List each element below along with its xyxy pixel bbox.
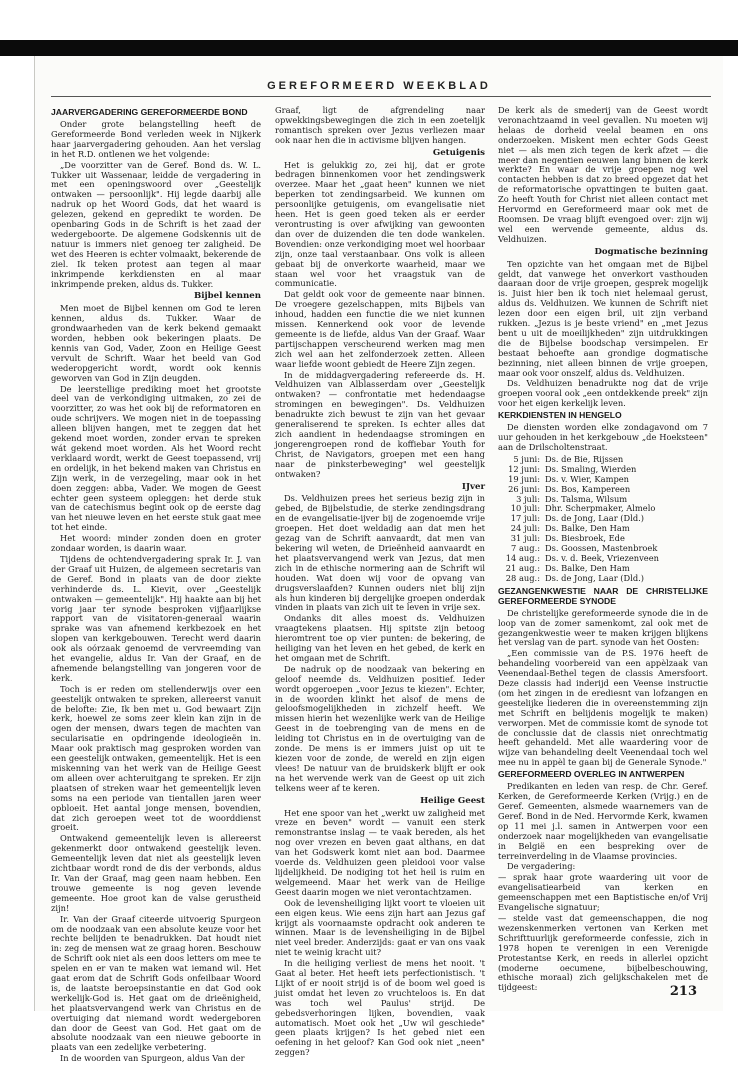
schedule-preacher: Ds. Balke, Den Ham	[545, 562, 630, 573]
paragraph: Men moet de Bijbel kennen om God te leren kennen, aldus ds. Tukker. Waar de grondwaarheden van de kerk bekend gemaakt worden, hebben ook bekeringen plaats. De kennis van God, Vader, Zoon en Heilige Geest vervult de Schrift. Waar het beeld van God wederopgericht wordt, wordt ook kennis geworven van God in Zijn deugden.	[51, 303, 261, 383]
schedule-date: 19 juni:	[508, 473, 540, 484]
paragraph: Ds. Veldhuizen benadrukte nog dat de vrije groepen vooral ook „een ontdekkende preek" zijn voor het eigen kerkelijk leven.	[498, 378, 708, 409]
schedule-date: 5 juni:	[513, 453, 540, 464]
header-rule	[51, 96, 711, 97]
schedule-preacher: Ds. Bos, Kampereen	[545, 483, 631, 494]
schedule-preacher: Ds. v. d. Beek, Vriezenveen	[545, 552, 659, 563]
schedule-date: 7 aug.:	[511, 543, 540, 554]
page-number: 213	[669, 984, 697, 999]
article-heading-kerkdiensten: KERKDIENSTEN IN HENGELO	[498, 410, 622, 421]
schedule-date: 10 juli:	[510, 503, 540, 514]
subheading-bijbel-kennen: Bijbel kennen	[193, 291, 261, 302]
subheading-ijver: IJver	[461, 481, 485, 492]
schedule-date: 14 aug.:	[505, 552, 540, 563]
paragraph: „De voorzitter van de Geref. Bond ds. W. L. Tukker uit Wassenaar, leidde de vergadering in met een openingswoord over „Geestelijk ontwaken — persoonlijk". Hij legde daarbij alle nadruk op het Woord Gods, dat het waard is gelezen, gekend en gepredikt te worden. De openbaring Gods in de Schrift is het zaad der wedergeboorte. De algemene Godskennis uit de natuur is immers niet genoeg ter zaligheid. De wet des Heeren is echter volmaakt, bekerende de ziel. Ik teken protest aan tegen al maar inkrimpende kerkdiensten en al maar inkrimpende preken, aldus ds. Tukker.	[51, 159, 261, 289]
article-heading-jaarvergadering: JAARVERGADERING GEREFORMEERDE BOND	[51, 107, 248, 117]
paragraph: De leerstellige prediking moet het grootste deel van de verkondiging uitmaken, zo zei de voorzitter, zo was het ook bij de reformatoren en oude schrijvers. We mogen niet in de toepassing alleen blijven hangen, met te zeggen dat het gekend moet worden, zonder ervan te spreken wát gekend moet worden. Als het Woord recht verklaard wordt, werkt de Geest toepassend, vrij en ordelijk, in het bekend maken van Christus en Zijn werk, in de verzegeling, maar ook in het doen zeggen: abba, Vader. We mogen de Geest echter geen systeem opleggen: het derde stuk van de catechismus begint ook op de eerste dag van het nieuwe leven en het eerste stuk gaat mee tot het einde.	[51, 383, 261, 533]
schedule-preacher: Dhr. Scherpmaker, Almelo	[545, 503, 656, 514]
paragraph: — sprak haar grote waardering uit voor de evangelisatiearbeid van kerken en gemeenschappen met een Baptistische en/of Vrij Evangelische signatuur;	[498, 872, 708, 913]
schedule-preacher: Ds. Smaling, Wierden	[545, 463, 637, 474]
paragraph: De vergadering:	[507, 861, 576, 872]
paragraph: De nadruk op de noodzaak van bekering en geloof neemde ds. Veldhuizen positief. Ieder wordt opgeroepen „voor Jezus te kiezen". Echter, in de woorden klinkt het alsof de mens de geloofsmogelijkheden in zichzelf heeft. We missen hierin het wezenlijke werk van de Heilige Geest in de toebrenging van de mens en de leiding tot Christus en in de overtuiging van de zonde. De mens is er immers juist op uit te kiezen voor de zonde, de wereld en zijn eigen vlees! De natuur van de bruidskerk blijft er ook na het wervende werk van de Geest op uit zich telkens weer af te keren.	[275, 663, 485, 793]
paragraph: Het is gelukkig zo, zei hij, dat er grote bedragen binnenkomen voor het zendingswerk overzee. Maar het „gaat heen" kunnen we niet beperken tot zendingsarbeid. We kunnen om persoonlijke getuigenis, om evangelisatie niet heen. Het is geen goed teken als er eerder verontrusting is over afwijking van gewoonten dan over de duizenden die ten dode wankelen. Bovendien: onze verkondiging moet wel hoorbaar zijn, onze taal verstaanbaar. Ons volk is alleen gebaat bij de onverkorte waarheid, maar we staan wel voor het vraagstuk van de communicatie.	[275, 159, 485, 289]
column-2	[275, 106, 485, 1059]
scan-top-border	[0, 40, 738, 56]
paragraph: Dat geldt ook voor de gemeente naar binnen. De vroegere gezelschappen, mits Bijbels van inhoud, hadden een functie die we niet kunnen missen. Kennerkend ook voor de levende gemeente is de liefde, aldus Van der Graaf. Waar partijschappen verscheurend werken mag men zich wel aan het zelfonderzoek zetten. Alleen waar liefde woont gebiedt de Heere Zijn zegen.	[275, 289, 485, 369]
service-schedule	[498, 455, 708, 584]
paragraph: In de middagvergadering refereerde ds. H. Veldhuizen van Alblasserdam over „Geestelijk ontwaken? — confrontatie met hedendaagse stromingen en bewegingen". Ds. Veldhuizen benadrukte zich bewust te zijn van het gevaar generaliserend te spreken. Is echter alles dat zich aandient in hedendaagse stromingen en jongerengroepen rond de koffiebar Youth for Christ, de Navigators, groepen met een hang naar de pinksterbeweging" wel geestelijk ontwaken?	[275, 369, 485, 479]
subheading-getuigenis: Getuigenis	[432, 147, 485, 158]
paragraph: Tijdens de ochtendvergadering sprak Ir. J. van der Graaf uit Huizen, de algemeen secretaris van de Geref. Bond in plaats van de door ziekte verhinderde ds. L. Kievit, over „Geestelijk ontwaken — gemeentelijk". Hij haakte aan bij het vorig jaar ter synode besproken vijfjaarlijkse rapport van de visitatoren-generaal waarin sprake was van afnemend kerkbezoek en het slopen van kerkgebouwen. Terecht werd daarin ook als oórzaak genoemd de vervreemding van het evangelie, aldus Ir. Van der Graaf, en de afnemende belangstelling van jongeren voor de kerk.	[51, 553, 261, 683]
schedule-preacher: Ds. de Bie, Rijssen	[545, 453, 624, 464]
paragraph: Toch is er reden om stellenderwijs over een geestelijk ontwaken te spreken, allereerst vanuit de belofte: Zie, Ik ben met u. God bewaart Zijn kerk, hoewel ze soms zeer klein kan zijn in de ogen der mensen, dwars tegen de machten van secularisatie en opdringende ideologieën in. Maar ook praktisch mag gesproken worden van een geestelijk ontwaken, gemeentelijk. Het is een miskenning van het werk van de Heilige Geest om alleen over achteruitgang te spreken. Er zijn plaatsen of streken waar het gemeentelijk leven soms na een periode van tientallen jaren weer opbloeit. Het aantal jonge mensen, bovendien, dat zich geroepen weet tot de woorddienst groeit.	[51, 683, 261, 833]
article-heading-gezangenkwestie: GEZANGENKWESTIE NAAR DE CHRISTELIJKE GEREFORMEERDE SYNODE	[498, 585, 708, 606]
paragraph: In de woorden van Spurgeon, aldus Van der	[60, 1053, 245, 1064]
schedule-date: 17 juli:	[510, 513, 540, 524]
schedule-date: 31 juli:	[510, 533, 540, 544]
subheading-heilige-geest: Heilige Geest	[420, 795, 485, 806]
paragraph: Ondanks dit alles moest ds. Veldhuizen vraagtekens plaatsen. Hij spitste zijn betoog hieromtrent toe op vier punten: de bekering, de heiliging van het leven en het gebed, de kerk en het omgaan met de Schrift.	[275, 613, 485, 663]
paragraph: Ds. Veldhuizen prees het serieus bezig zijn in gebed, de Bijbelstudie, de sterke zendingsdrang en de evangelisatie-ijver bij de zogenoemde vrije groepen. Het doet weldadig aan dat men het gezag van de Schrift aanvaardt, dat men van bekering wil weten, de Drieënheid aanvaardt en het plaatsvervangend werk van Jezus, dat men zich in de ethische normering aan de Schrift wil houden. Wat doen wij voor de opvang van drugsverslaafden? Kunnen ouders niet blij zijn als hun kinderen bij dergelijke groepen onderdak vinden in plaats van zich uit te leven in vrije sex.	[275, 493, 485, 613]
schedule-date: 26 juni:	[508, 483, 540, 494]
column-1	[51, 106, 261, 1065]
article-heading-antwerpen: GEREFORMEERD OVERLEG IN ANTWERPEN	[498, 769, 685, 780]
paragraph: Ten opzichte van het omgaan met de Bijbel geldt, dat vanwege het onverkort vasthouden daaraan door de vrije groepen, gesprek mogelijk is. Juist hier ben ik toch niet helemaal gerust, aldus ds. Veldhuizen. We kunnen de Schrift niet lezen door een eigen bril, uit zijn verband rukken. „Jezus is je beste vriend" en „met Jezus bent u uit de moeilijkheden" zijn uitdrukkingen die de Bijbelse boodschap versimpelen. Er bestaat behoefte aan grondige dogmatische bezinning, niet alleen binnen de vrije groepen, maar ook voor onszelf, aldus ds. Veldhuizen.	[498, 258, 708, 378]
paragraph: Ook de levensheiliging lijkt voort te vloeien uit een eigen keus. Wie eens zijn hart aan Jezus gaf krijgt als voornaamste opdracht ook anderen te winnen. Maar is de levensheiliging in de Bijbel niet veel breder. Anderzijds: gaat er van ons vaak niet te weinig kracht uit?	[275, 897, 485, 958]
schedule-preacher: Ds. Goossen, Mastenbroek	[545, 543, 658, 554]
schedule-date: 3 juli:	[516, 493, 540, 504]
schedule-preacher: Ds. Balke, Den Ham	[545, 523, 630, 534]
running-header: GEREFORMEERD WEEKBLAD	[267, 80, 491, 92]
paragraph: Graaf, ligt de afgrendeling naar opwekkingsbewegingen die zich in een zoetelijk romantisch spreken over Jezus verliezen maar ook naar hen die in activisme blijven hangen.	[275, 105, 485, 145]
paragraph: De diensten worden elke zondagavond om 7 uur gehouden in het kerkgebouw „de Hoeksteen" aan de Drilscholtenstraat.	[498, 422, 708, 452]
paragraph: — stelde vast dat gemeenschappen, die nog wezenskenmerken vertonen van Kerken met Schrifttuurlijk gereformeerde confessie, zich in 1978 hopen te verenigen in een Verenigde Protestantse Kerk, en reeds in allerlei opzicht (moderne oecumene, bijbelbeschouwing, ethische moraal) zich gelijkschakelen met de tijdgeest:	[498, 912, 708, 993]
paragraph: In die heiliging verliest de mens het nooit. 't Gaat al beter. Het heeft iets perfectionistisch. 't Lijkt of er nooit strijd is of de boom wel goed is juist omdat het leven zo vruchteloos is. En dat was toch wel Paulus' strijd. De gebedsverhoringen lijken, bovendien, vaak automatisch. Moet ook het „Uw wil geschiede" geen plaats krijgen? Is het gebed niet een oefening in het geloof? Kan God ook niet „neen" zeggen?	[275, 958, 485, 1058]
paragraph: Het woord: minder zonden doen en groter zondaar worden, is daarin waar.	[51, 533, 261, 554]
schedule-preacher: Ds. de Jong, Laar (Dld.)	[545, 513, 645, 524]
paragraph: Het ene spoor van het „werkt uw zaligheid met vreze en beven" wordt — vanuit een sterk remonstrantse inslag — te vaak bereden, als het nog over vrezen en beven gaat althans, en dat van het Godswerk komt niet aan bod. Daarmee voerde ds. Veldhuizen geen pleidooi voor valse lijdelijkheid. De nodiging tot het heil is ruim en welgemeend. Maar het werk van de Heilige Geest daarin mogen we niet verontachtzamen.	[275, 807, 485, 897]
paragraph: Ontwakend gemeentelijk leven is allereerst gekenmerkt door ontwakend geestelijk leven. Gemeentelijk leven dat niet als geestelijk leven zichtbaar wordt rond de dis der verbonds, aldus Ir. Van der Graaf, mag geen naam hebben. Een trouwe gemeente is nog geven levende gemeente. Hoe groot kan de valse gerustheid zijn!	[51, 833, 261, 913]
schedule-preacher: Ds. Talsma, Wilsum	[545, 493, 628, 504]
schedule-date: 24 juli:	[510, 523, 540, 534]
subheading-dogmatische-bezinning: Dogmatische bezinning	[594, 246, 708, 257]
schedule-date: 28 aug.:	[505, 572, 540, 583]
paragraph: De christelijke gereformeerde synode die in de loop van de zomer samenkomt, zal ook met de gezangenkwestie weer te maken krijgen blijkens het verslag van de part. synode van het Oosten:	[498, 607, 708, 648]
schedule-date: 21 aug.:	[505, 562, 540, 573]
paragraph: „Een commissie van de P.S. 1976 heeft de behandeling voorbereid van een appèlzaak van Veenendaal-Bethel tegen de classis Amersfoort. Deze classis had inderijd een Veense instructie (om het zingen in de erediesnt van lofzangen en geestelijke liederen die in overeenstemming zijn met Schrift en belijdenis mogelijk te maken) verworpen. Met de commissie komt de synode tot de conclussie dat de classis niet onrechtmatig heeft gehandeld. Met alle waardering voor de wijze van behandeling deelt Veenendaal toch wel mee nu in appèl te gaan bij de Generale Synode."	[498, 648, 708, 768]
schedule-date: 12 juni:	[508, 463, 540, 474]
paragraph: De kerk als de smederij van de Geest wordt veronachtzaamd in veel gevallen. Nu moeten wij helaas de dorheid veelal beamen en ons onderzoeken. Miskent men echter Gods Geest niet — als men zich tegen de kerk afzet — die meer dan negentien eeuwen lang binnen de kerk werkte? En waar de vrije groepen nog wel contacten hebben is dat zo breed opgezet dat het de reformatorische opvattingen te buiten gaat. Zo heeft Youth for Christ niet alleen contact met Hervormd en Gereformeerd maar ook met de Roomsen. De vraag blijft evengoed over: zijn wij wel een wervende gemeente, aldus ds. Veldhuizen.	[498, 105, 708, 244]
schedule-preacher: Ds. Biesbroek, Ede	[545, 533, 625, 544]
schedule-preacher: Ds. v. Wier, Kampen	[545, 473, 630, 484]
paragraph: Onder grote belangstelling heeft de Gereformeerde Bond verleden week in Nijkerk haar jaarvergadering gehouden. Aan het verslag in het R.D. ontlenen we het volgende:	[51, 119, 261, 159]
paragraph: Ir. Van der Graaf citeerde uitvoerig Spurgeon om de noodzaak van een absolute keuze voor het rechte belijden te benadrukken. Dat houdt niet in: zeg de mensen wat ze graag horen. Beschouw de Schrift ook niet als een doos letters om mee te spelen en er van te maken wat iemand wil. Het gaat erom dat de Schrift Gods onfeilbaar Woord is, de laatste beroepsinstantie en dat God ook werkelijk-God is. Het gaat om de drieënigheid, het plaatsvervangend werk van Christus en de overtuiging dat niemand wordt wedergeboren dan door de Geest van God. Het gaat om de absolute noodzaak van een nieuwe geboorte in plaats van een zedelijke verbetering.	[51, 913, 261, 1053]
column-3	[498, 106, 708, 994]
paragraph: Predikanten en leden van resp. de Chr. Geref. Kerken, de Gereformeerde Kerken (Vrijg.) en de Geref. Gemeenten, alsmede waarnemers van de Geref. Bond in de Ned. Hervormde Kerk, kwamen op 11 mei j.l. samen in Antwerpen voor een onderzoek naar mogelijkheden van evangelisatie in België en een bespreking over de terreinverdeling in de Vlaamse provincies.	[498, 781, 708, 861]
schedule-preacher: Ds. de Jong, Laar (Dld.)	[545, 572, 645, 583]
magazine-page	[34, 56, 723, 1064]
schedule-row	[498, 574, 708, 584]
